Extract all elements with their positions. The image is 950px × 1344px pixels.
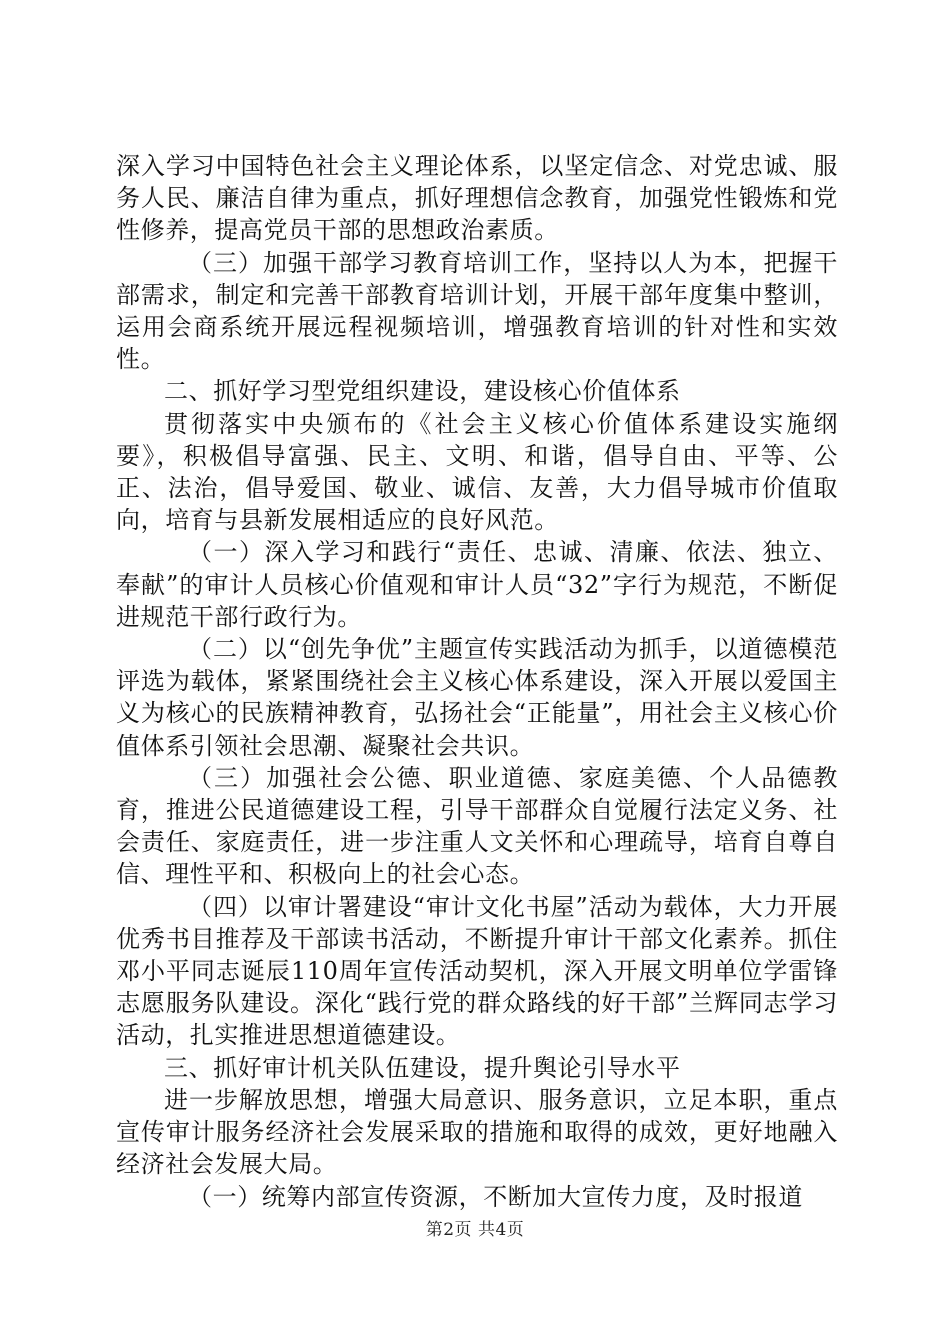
paragraph-item-4-reading: （四）以审计署建设“审计文化书屋”活动为载体，大力开展优秀书目推荐及干部读书活动，不断提升审计干部文化素养。抓住邓小平同志诞辰110周年宣传活动契机，深入开展文明单位学雷锋志愿服务队建设。深化“践行党的群众路线的好干部”兰辉同志学习活动，扎实推进思想道德建设。: [116, 892, 838, 1050]
section-heading-3: 三、抓好审计机关队伍建设，提升舆论引导水平: [164, 1053, 681, 1082]
paragraph-item-1-resources: （一）统筹内部宣传资源，不断加大宣传力度，及时报道: [188, 1182, 803, 1211]
page-number-footer: 第2页 共4页: [425, 1220, 525, 1240]
paragraph-item-3-training: （三）加强干部学习教育培训工作，坚持以人为本，把握干部需求，制定和完善干部教育培训计划，开展干部年度集中整训，运用会商系统开展远程视频培训，增强教育培训的针对性和实效性。: [116, 248, 838, 374]
paragraph-core-values: 贯彻落实中央颁布的《社会主义核心价值体系建设实施纲要》，积极倡导富强、民主、文明、和谐，倡导自由、平等、公正、法治，倡导爱国、敬业、诚信、友善，大力倡导城市价值取向，培育与县新发展相适应的良好风范。: [116, 409, 838, 535]
paragraph-item-3-morality: （三）加强社会公德、职业道德、家庭美德、个人品德教育，推进公民道德建设工程，引导干部群众自觉履行法定义务、社会责任、家庭责任，进一步注重人文关怀和心理疏导，培育自尊自信、理性平和、积极向上的社会心态。: [116, 763, 838, 889]
paragraph-publicity: 进一步解放思想，增强大局意识、服务意识，立足本职，重点宣传审计服务经济社会发展采取的措施和取得的成效，更好地融入经济社会发展大局。: [116, 1085, 838, 1179]
paragraph-item-1-values: （一）深入学习和践行“责任、忠诚、清廉、依法、独立、奉献”的审计人员核心价值观和审计人员“32”字行为规范，不断促进规范干部行政行为。: [116, 538, 838, 631]
document-body: [116, 150, 838, 1213]
paragraph-continuation: 深入学习中国特色社会主义理论体系，以坚定信念、对党忠诚、服务人民、廉洁自律为重点，抓好理想信念教育，加强党性锻炼和党性修养，提高党员干部的思想政治素质。: [116, 152, 838, 245]
paragraph-item-2-campaign: （二）以“创先争优”主题宣传实践活动为抓手，以道德模范评选为载体，紧紧围绕社会主义核心体系建设，深入开展以爱国主义为核心的民族精神教育，弘扬社会“正能量”，用社会主义核心价值体系引领社会思潮、凝聚社会共识。: [116, 635, 838, 760]
section-heading-2: 二、抓好学习型党组织建设，建设核心价值体系: [164, 377, 681, 406]
